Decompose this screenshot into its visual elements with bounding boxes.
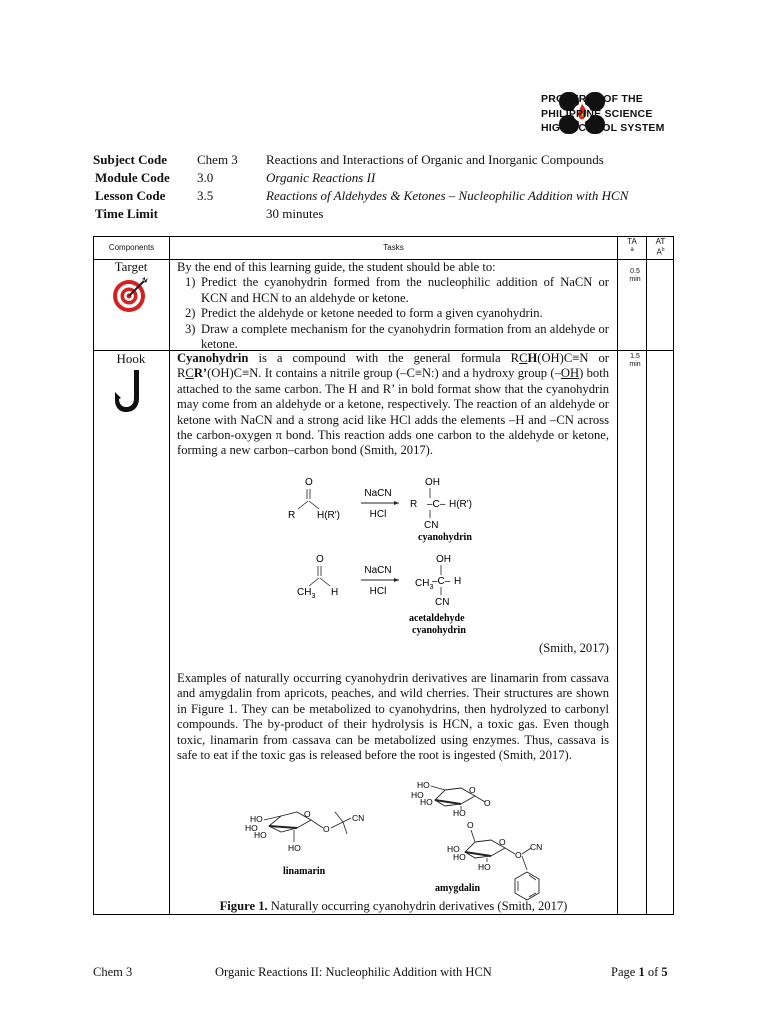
module-code-value: 3.0 (197, 170, 214, 185)
amy-o-ring2: O (499, 837, 506, 847)
reaction-scheme-general (277, 474, 507, 544)
module-title: Organic Reactions II (266, 170, 376, 185)
amy-ho-4: HO (453, 808, 466, 818)
subject-title: Reactions and Interactions of Organic and Inorganic Compounds (266, 152, 604, 167)
scheme2-h: H (331, 587, 339, 598)
objective-num: 3) (185, 321, 196, 336)
hook-paragraph-1 (177, 351, 609, 459)
time-limit-label: Time Limit (95, 206, 158, 221)
p1-text: R’ (193, 366, 208, 381)
lesson-code-label: Lesson Code (95, 188, 166, 203)
linamarin-label: linamarin (283, 866, 326, 877)
header-components: Components (108, 243, 155, 252)
time-limit-value: 30 minutes (266, 206, 324, 221)
scheme1-o: O (305, 477, 313, 488)
lin-ho-2: HO (245, 823, 258, 833)
reaction-scheme-acetaldehyde (277, 549, 507, 639)
header-ta (618, 238, 646, 254)
objective-num: 2) (185, 306, 196, 321)
scheme-citation: (Smith, 2017) (539, 641, 609, 655)
scheme1-reagent-bottom: HCl (369, 509, 387, 520)
lin-o-link: O (323, 824, 330, 834)
amy-ho-2: HO (411, 790, 424, 800)
objective-item (177, 322, 609, 353)
scheme2-reagent-bottom: HCl (369, 586, 387, 597)
p1-text: C (519, 351, 528, 365)
amy-ho-6: HO (453, 852, 466, 862)
amy-o-link3: O (515, 850, 522, 860)
lin-o-ring: O (304, 809, 311, 819)
lesson-table (93, 236, 674, 915)
scheme2-sub: 3 (311, 593, 316, 600)
amygdalin-structure (411, 780, 542, 900)
subject-code-value: Chem 3 (197, 152, 238, 167)
amygdalin-label: amygdalin (435, 883, 481, 894)
amy-ho-5: HO (447, 844, 460, 854)
footer-page-number: 1 (638, 965, 645, 979)
lin-cn: CN (352, 813, 365, 823)
scheme2-label1: acetaldehyde (409, 613, 465, 624)
scheme1-cn: CN (424, 520, 439, 531)
objectives-list (177, 275, 609, 352)
lin-ho-3: HO (254, 830, 267, 840)
figure-label: Figure 1. (219, 899, 268, 913)
hook-time-unit: min (629, 361, 641, 368)
target-label: Target (114, 259, 148, 274)
figure-caption-text: Naturally occurring cyanohydrin derivatives (Smith, 2017) (267, 899, 568, 913)
p1-text: ) both attached to the same carbon. The H and R’ in bold format show that the cyanohydrin may come from an aldehyde or a ketone, respectively. The reaction of an aldehyde or ketone with NaCN and a strong acid like HCl adds the elements –H and –CN across the carbon-oxygen π bond. This reaction adds one carbon to the aldehyde or ketone, forming a new carbon–carbon bond (Smith, 2017). (177, 366, 609, 458)
hook-label: Hook (116, 351, 146, 366)
logo-line: HIGH SCHOOL SYSTEM (541, 122, 665, 134)
hook-time-value: 1.5 (630, 353, 640, 360)
objective-text: Predict the cyanohydrin formed from the nucleophilic addition of NaCN or KCN and HCN to an aldehyde or ketone. (201, 275, 609, 305)
scheme2-ch3-right (415, 578, 433, 591)
scheme2-c: –C– (432, 576, 451, 587)
header-ta-label: TA (627, 237, 637, 246)
objective-text: Draw a complete mechanism for the cyanohydrin formation from an aldehyde or ketone. (201, 321, 609, 352)
scheme2-label2: cyanohydrin (412, 625, 466, 636)
objective-item (177, 306, 609, 321)
target-intro: By the end of this learning guide, the student should be able to: (177, 260, 496, 274)
amy-ho-7: HO (478, 862, 491, 872)
p1-text: is a compound with the general formula R (248, 351, 520, 365)
cyanohydrin-term: Cyanohydrin (177, 351, 249, 365)
footer-subject: Chem 3 (93, 965, 133, 979)
header-at-sup: b (661, 247, 665, 253)
amy-o-link1: O (484, 798, 491, 808)
p1-text: C (185, 366, 194, 381)
header-at (647, 238, 674, 257)
p1-text: OH (560, 366, 580, 381)
scheme2-ch: CH (297, 587, 312, 598)
scheme2-ch-right: CH (415, 578, 430, 589)
natural-cyanohydrins-figure (239, 780, 609, 905)
scheme1-r-right: R (410, 499, 418, 510)
module-code-label: Module Code (95, 170, 170, 185)
lin-ho-4: HO (288, 843, 301, 853)
header-ta-sup: a (630, 247, 634, 253)
subject-code-label: Subject Code (93, 152, 168, 167)
scheme2-cn: CN (435, 597, 450, 608)
footer-page (611, 965, 668, 980)
scheme1-oh: OH (425, 477, 440, 488)
lin-ho-1: HO (250, 814, 263, 824)
p1-text: H (527, 351, 538, 365)
objective-text: Predict the aldehyde or ketone needed to form a given cyanohydrin. (201, 306, 543, 321)
scheme2-ch3 (297, 587, 315, 600)
fishhook-icon (113, 368, 149, 414)
target-time-unit: min (629, 276, 641, 283)
scheme1-h-right: H(R') (449, 499, 473, 510)
scheme1-r: R (288, 510, 296, 521)
hook-time (624, 353, 646, 369)
scheme2-reagent-top: NaCN (364, 565, 392, 576)
target-time (624, 268, 646, 284)
scheme2-h-right: H (454, 576, 462, 587)
header-at-label: AT (655, 237, 666, 246)
footer-title: Organic Reactions II: Nucleophilic Addition with HCN (215, 965, 492, 979)
logo-line: PHILIPPINE SCIENCE (541, 107, 653, 120)
amy-o-ring1: O (469, 785, 476, 795)
amy-cn: CN (530, 842, 543, 852)
amy-ho-3: HO (420, 797, 433, 807)
footer-page-total: 5 (661, 965, 668, 979)
amy-ho-1: HO (417, 780, 430, 790)
linamarin-structure (245, 809, 364, 877)
objective-item (177, 275, 609, 306)
target-time-value: 0.5 (630, 268, 640, 275)
figure-caption (170, 899, 617, 914)
logo-line: PROPERTY OF THE (541, 93, 643, 105)
scheme1-h: H(R') (317, 510, 341, 521)
header-at-sub: A (656, 247, 662, 257)
scheme2-o: O (316, 554, 324, 565)
target-content (177, 260, 609, 352)
scheme1-c: –C– (427, 499, 446, 510)
p1-text: (OH)C≡N or R (177, 351, 609, 381)
p1-text: (OH)C≡N. It contains a nitrile group (–C≡N:) and a hydroxy group (– (207, 366, 561, 381)
scheme2-oh: OH (436, 554, 451, 565)
footer-page-prefix: Page (611, 965, 639, 979)
objective-num: 1) (185, 275, 196, 290)
lesson-title: Reactions of Aldehydes & Ketones – Nucleophilic Addition with HCN (266, 188, 629, 203)
lesson-code-value: 3.5 (197, 188, 214, 203)
hook-paragraph-2: Examples of naturally occurring cyanohydrin derivatives are linamarin from cassava and amygdalin from apricots, peaches, and wild cherries. Their structures are shown in Figure 1. They can be metabolized to cyanohydrins, then hydrolyzed to carbonyl compounds. The by-product of their hydrolysis is HCN, a toxic gas. Even though toxic, linamarin from cassava can be metabolized using enzymes. Thus, cassava is safe to eat if the toxic gas is released before the root is ingested (Smith, 2017). (177, 671, 609, 763)
amy-o-link2: O (467, 820, 474, 830)
target-icon (111, 276, 149, 314)
scheme1-label: cyanohydrin (418, 532, 472, 543)
footer-page-of: of (644, 965, 662, 979)
logo-text (541, 92, 665, 136)
scheme1-reagent-top: NaCN (364, 488, 392, 499)
header-tasks: Tasks (383, 243, 404, 252)
scheme2-sub: 3 (429, 584, 434, 591)
